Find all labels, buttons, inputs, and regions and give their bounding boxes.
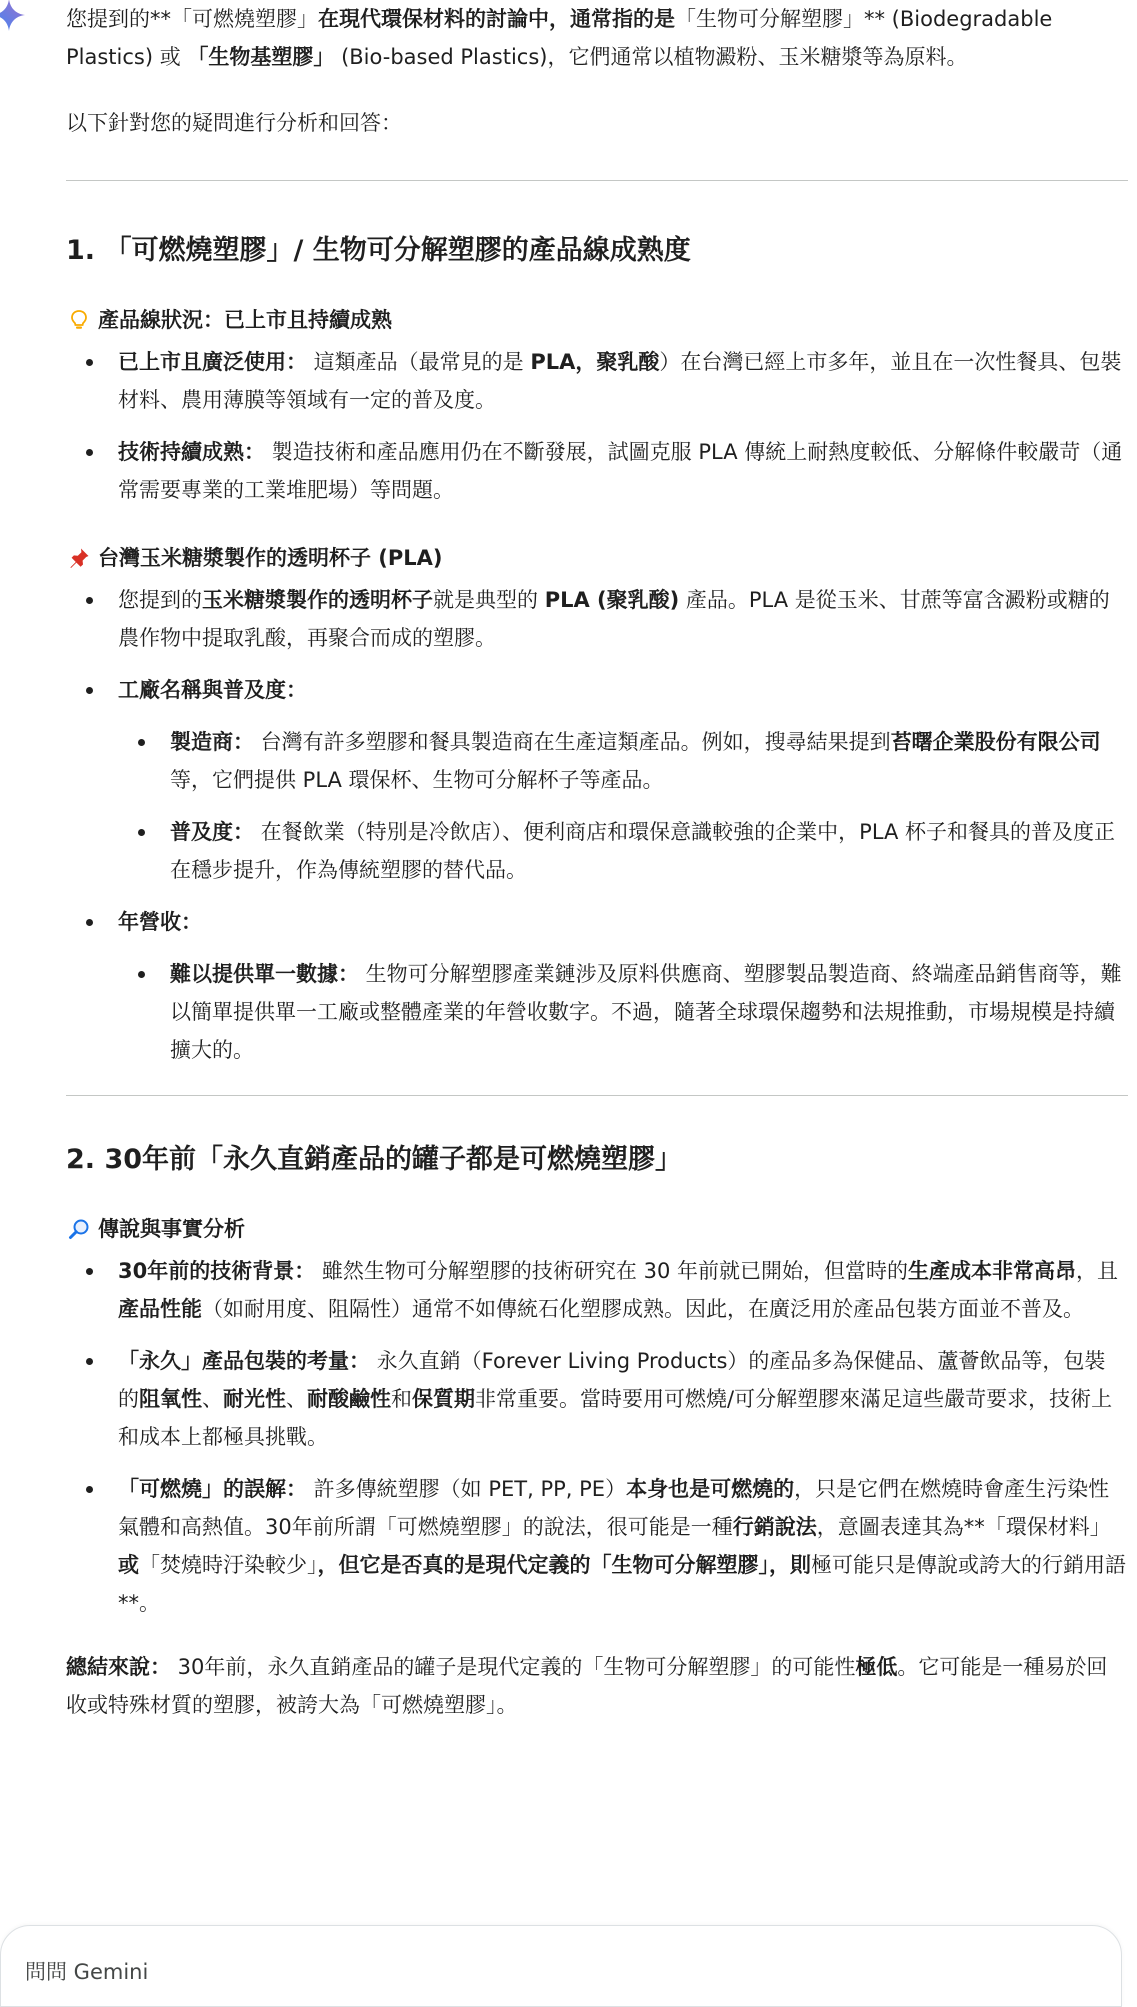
section-divider xyxy=(66,1095,1128,1096)
item-bold: PLA，聚乳酸 xyxy=(530,350,660,374)
intro-bold: 「生物基塑膠」 xyxy=(187,45,335,69)
item-bold: 生產成本非常高昂 xyxy=(907,1259,1076,1283)
item-label: 年營收： xyxy=(118,910,202,934)
magnifier-icon xyxy=(68,1218,90,1240)
item-text: 「焚燒時汙染較少」 xyxy=(139,1553,318,1577)
item-bold: PLA (聚乳酸) xyxy=(544,588,680,612)
item-text: 產品。PLA 是從玉米、甘蔗等富含澱粉或糖的農作物中提取乳酸，再聚合而成的塑膠。 xyxy=(118,588,1110,650)
item-text: 等，它們提供 PLA 環保杯、生物可分解杯子等產品。 xyxy=(170,768,664,792)
item-label: 工廠名稱與普及度： xyxy=(118,678,307,702)
prompt-input-bar[interactable] xyxy=(0,1925,1122,2007)
pushpin-icon xyxy=(68,547,90,569)
item-text: 極可能只是傳說或誇大的行銷用語**。 xyxy=(118,1553,1126,1615)
item-text: 雖然生物可分解塑膠的技術研究在 30 年前就已開始，但當時的 xyxy=(315,1259,908,1283)
subsection-title: 台灣玉米糖漿製作的透明杯子 (PLA) xyxy=(98,546,443,570)
item-text: ，意圖表達其為**「環保材料」 xyxy=(816,1515,1111,1539)
item-bold: 耐光性 xyxy=(223,1387,286,1411)
intro-text: 「生物可分解塑膠」** (Biodegradable Plastics) 或 xyxy=(66,7,1053,69)
bullet-list xyxy=(66,343,1126,509)
intro-bold: 在現代環保材料的討論中，通常指的是 xyxy=(318,7,675,31)
summary-bold: 極低 xyxy=(855,1655,898,1679)
item-text: 製造技術和產品應用仍在不斷發展，試圖克服 PLA 傳統上耐熱度較低、分解條件較嚴苛（通常需要專業的工業堆肥場）等問題。 xyxy=(118,440,1123,502)
item-text: 許多傳統塑膠（如 PET, PP, PE） xyxy=(307,1477,627,1501)
item-text: ，且 xyxy=(1075,1259,1118,1283)
response-content xyxy=(66,0,1126,1724)
item-text: 就是典型的 xyxy=(433,588,545,612)
item-text: 生物可分解塑膠產業鏈涉及原料供應商、塑膠製品製造商、終端產品銷售商等，難以簡單提供單一工廠或整體產業的年營收數字。不過，隨著全球環保趨勢和法規推動，市場規模是持續擴大的。 xyxy=(170,962,1122,1062)
item-text: 非常重要。當時要用可燃燒/可分解塑膠來滿足這些嚴苛要求，技術上和成本上都極具挑戰。 xyxy=(118,1387,1113,1449)
item-bold: 耐酸鹼性 xyxy=(307,1387,391,1411)
list-item xyxy=(66,343,1126,419)
item-label: 技術持續成熟： xyxy=(118,440,265,464)
item-text: 、 xyxy=(286,1387,307,1411)
item-bold: 玉米糖漿製作的透明杯子 xyxy=(202,588,433,612)
item-bold: 行銷說法 xyxy=(732,1515,817,1539)
item-bold: 苔曙企業股份有限公司 xyxy=(890,730,1101,754)
gemini-spark-icon xyxy=(0,0,26,32)
item-bold: 或 xyxy=(118,1553,139,1577)
intro-text: 您提到的**「可燃燒塑膠」 xyxy=(66,7,318,31)
subsection-heading xyxy=(66,303,1126,337)
item-bold: ，但它是否真的是現代定義的「生物可分解塑膠」，則 xyxy=(317,1553,811,1577)
intro-paragraph xyxy=(66,0,1126,76)
list-item xyxy=(66,581,1126,657)
item-text: 永久直銷（Forever Living Products）的產品多為保健品、蘆薈飲品等，包裝的 xyxy=(118,1349,1106,1411)
item-text: ，只是它們在燃燒時會產生污染性氣體和高熱值。30年前所謂「可燃燒塑膠」的說法，很可能是一種 xyxy=(118,1477,1110,1539)
summary-paragraph xyxy=(66,1648,1126,1724)
item-text: 您提到的 xyxy=(118,588,202,612)
bullet-list xyxy=(66,1252,1126,1622)
subsection-title: 產品線狀況：已上市且持續成熟 xyxy=(98,308,392,332)
item-label: 「可燃燒」的誤解： xyxy=(118,1477,307,1501)
summary-text: 30年前，永久直銷產品的罐子是現代定義的「生物可分解塑膠」的可能性 xyxy=(171,1655,856,1679)
item-label: 「永久」產品包裝的考量： xyxy=(118,1349,370,1373)
nested-list-item xyxy=(118,813,1126,889)
prompt-input-placeholder[interactable]: 問問 Gemini xyxy=(25,1960,149,1984)
item-label: 難以提供單一數據： xyxy=(170,962,359,986)
nested-list-item xyxy=(118,723,1126,799)
nested-list-item xyxy=(118,955,1126,1069)
item-label: 普及度： xyxy=(170,820,254,844)
bullet-list xyxy=(66,581,1126,1069)
list-item xyxy=(66,903,1126,1069)
subsection-heading xyxy=(66,541,1126,575)
nested-bullet-list xyxy=(118,723,1126,889)
item-text: （如耐用度、阻隔性）通常不如傳統石化塑膠成熟。因此，在廣泛用於產品包裝方面並不普及。 xyxy=(202,1297,1084,1321)
item-text: 在餐飲業（特別是冷飲店）、便利商店和環保意識較強的企業中，PLA 杯子和餐具的普及度正在穩步提升，作為傳統塑膠的替代品。 xyxy=(170,820,1116,882)
list-item xyxy=(66,1470,1126,1622)
lightbulb-icon xyxy=(68,309,90,331)
item-text: ）在台灣已經上市多年，並且在一次性餐具、包裝材料、農用薄膜等領域有一定的普及度。 xyxy=(118,350,1122,412)
nested-bullet-list xyxy=(118,955,1126,1069)
summary-text: 。它可能是一種易於回收或特殊材質的塑膠，被誇大為「可燃燒塑膠」。 xyxy=(66,1655,1108,1717)
section-2-heading: 2. 30年前「永久直銷產品的罐子都是可燃燒塑膠」 xyxy=(66,1144,683,1175)
intro-text: (Bio-based Plastics)，它們通常以植物澱粉、玉米糖漿等為原料。 xyxy=(334,45,968,69)
section-divider xyxy=(66,180,1128,181)
lead-paragraph: 以下針對您的疑問進行分析和回答： xyxy=(66,111,402,135)
list-item xyxy=(66,1252,1126,1328)
item-text: 、 xyxy=(202,1387,223,1411)
item-text: 台灣有許多塑膠和餐具製造商在生產這類產品。例如，搜尋結果提到 xyxy=(254,730,891,754)
item-text: 這類產品（最常見的是 xyxy=(307,350,531,374)
scroll-fade xyxy=(0,1850,1137,1910)
subsection-title: 傳說與事實分析 xyxy=(98,1217,245,1241)
item-text: 和 xyxy=(391,1387,412,1411)
item-bold: 阻氧性 xyxy=(139,1387,202,1411)
list-item xyxy=(66,671,1126,889)
item-bold: 保質期 xyxy=(412,1387,475,1411)
list-item xyxy=(66,1342,1126,1456)
item-label: 已上市且廣泛使用： xyxy=(118,350,307,374)
subsection-heading xyxy=(66,1212,1126,1246)
list-item xyxy=(66,433,1126,509)
item-bold: 本身也是可燃燒的 xyxy=(626,1477,795,1501)
item-label: 製造商： xyxy=(170,730,254,754)
section-1-heading: 1. 「可燃燒塑膠」/ 生物可分解塑膠的產品線成熟度 xyxy=(66,235,691,266)
item-bold: 產品性能 xyxy=(118,1297,202,1321)
item-label: 30年前的技術背景： xyxy=(118,1259,316,1283)
summary-label: 總結來說： xyxy=(66,1655,171,1679)
